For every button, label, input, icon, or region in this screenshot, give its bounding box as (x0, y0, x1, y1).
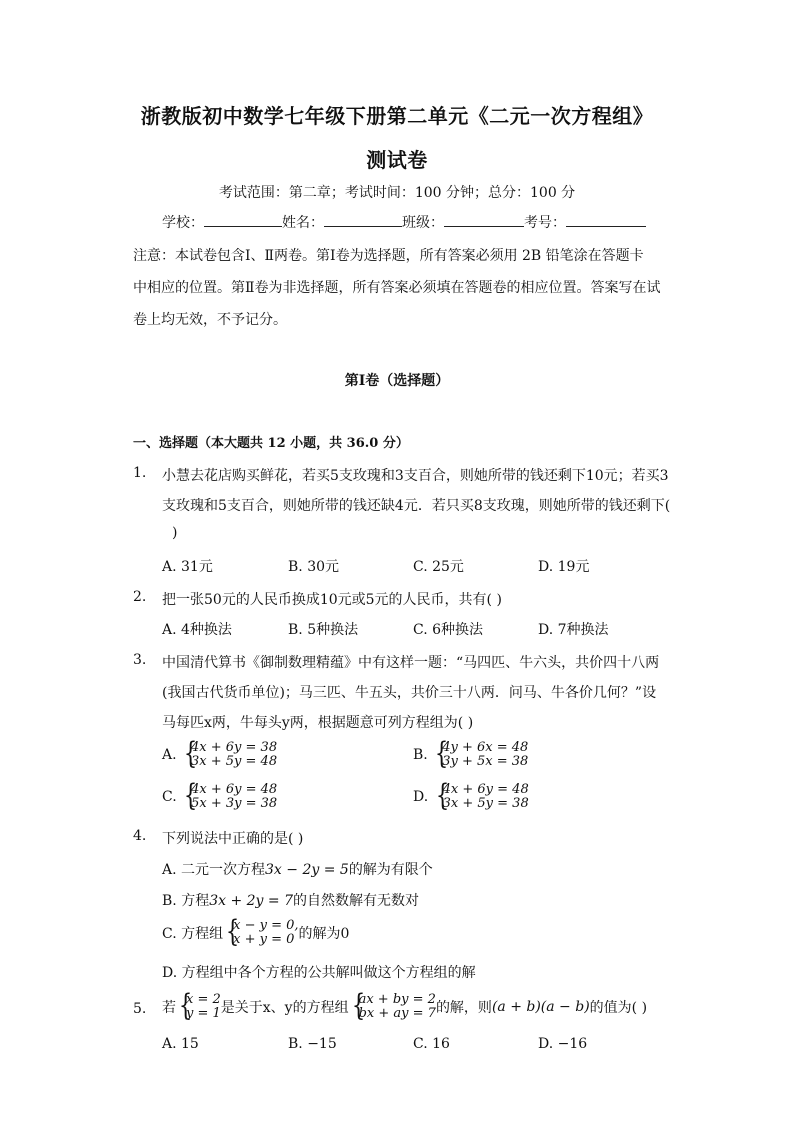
equation-system: { x − y = 0, x + y = 0 (225, 914, 299, 949)
question-text: 小慧去花店购买鲜花，若买5支玫瑰和3支百合，则她所带的钱还剩下10元；若买3 (162, 468, 669, 484)
option-a[interactable] (162, 859, 433, 879)
question-text: 支玫瑰和5支百合，则她所带的钱还缺4元．若只买8支玫瑰，则她所带的钱还剩下( (162, 498, 671, 514)
name-field[interactable] (324, 212, 402, 227)
option-b[interactable]: B. 5种换法 (288, 622, 359, 638)
option-c[interactable] (162, 778, 278, 813)
number-field[interactable] (566, 212, 646, 227)
school-label: 学校： (162, 215, 204, 231)
option-label: D. (413, 789, 429, 805)
equation-system: { 4x + 6y = 38 3x + 5y = 48 (183, 736, 278, 771)
option-c[interactable]: C. 6种换法 (413, 622, 484, 638)
question-text: 马每匹x两，牛每头y两，根据题意可列方程组为( ) (162, 715, 474, 731)
notice-line: 卷上均无效，不予记分。 (133, 312, 287, 328)
option-b[interactable]: B. −15 (288, 1036, 337, 1052)
option-tail: 的解为0 (298, 926, 350, 942)
question-number: 2. (133, 589, 147, 605)
option-b[interactable] (413, 736, 529, 771)
equation: 3x + 2y = 7 (209, 893, 293, 909)
equation-system: { 4x + 6y = 48 3x + 5y = 38 (435, 778, 529, 813)
part-title: 一、选择题（本大题共 12 小题，共 36.0 分） (133, 436, 409, 451)
volume-title: 第Ⅰ卷（选择题） (344, 373, 450, 389)
question-number: 5. (133, 1001, 147, 1017)
question-text: (我国古代货币单位)；马三匹、牛五头，共价三十八两．问马、牛各价几何？”设 (162, 685, 657, 701)
option-label: A. (162, 747, 177, 763)
option-b[interactable]: B. 30元 (288, 559, 340, 575)
option-label: B. (413, 747, 428, 763)
question-text: 若 { x = 2 y = 1 是关于x、y的方程组 { ax + by = 2 bx + ay = 7 的解，则(a + b)(a − b)的值为( ) (162, 988, 648, 1023)
question-number: 1. (133, 465, 147, 481)
class-label: 班级： (402, 215, 444, 231)
option-a[interactable]: A. 4种换法 (162, 622, 232, 638)
school-field[interactable] (204, 212, 282, 227)
option-d[interactable]: D. −16 (538, 1036, 588, 1052)
option-d[interactable]: D. 方程组中各个方程的公共解叫做这个方程组的解 (162, 965, 476, 981)
option-label: C. (162, 789, 177, 805)
option-c[interactable]: C. 25元 (413, 559, 464, 575)
student-info-row (162, 212, 646, 232)
option-c[interactable] (162, 914, 350, 949)
question-text: ) (172, 525, 178, 541)
question-text: 中国清代算书《御制数理精蕴》中有这样一题：“马四匹、牛六头，共价四十八两 (162, 655, 660, 671)
exam-subtitle: 测试卷 (366, 148, 428, 172)
question-text: 下列说法中正确的是( ) (162, 831, 304, 847)
notice-line: 注意：本试卷包含Ⅰ、Ⅱ两卷。第Ⅰ卷为选择题，所有答案必须用 2B 铅笔涂在答题卡 (133, 248, 644, 264)
class-field[interactable] (444, 212, 524, 227)
equation-system: { 4y + 6x = 48 3y + 5x = 38 (435, 736, 529, 771)
question-number: 4. (133, 828, 147, 844)
exam-title: 浙教版初中数学七年级下册第二单元《二元一次方程组》 (140, 104, 654, 128)
option-tail: 的自然数解有无数对 (293, 893, 419, 909)
exam-info: 考试范围：第二章；考试时间：100 分钟；总分：100 分 (218, 185, 576, 201)
name-label: 姓名： (282, 215, 324, 231)
option-label: C. 方程组 (162, 926, 224, 942)
option-b[interactable] (162, 890, 419, 910)
option-a[interactable]: A. 31元 (162, 559, 213, 575)
option-d[interactable]: D. 7种换法 (538, 622, 609, 638)
equation-system: { x = 2 y = 1 (178, 988, 221, 1023)
notice-line: 中相应的位置。第Ⅱ卷为非选择题，所有答案必须填在答题卷的相应位置。答案写在试 (133, 280, 661, 296)
option-label: A. 二元一次方程 (162, 862, 266, 878)
option-label: B. 方程 (162, 893, 210, 909)
equation-system: { ax + by = 2 bx + ay = 7 (351, 988, 436, 1023)
option-c[interactable]: C. 16 (413, 1036, 450, 1052)
number-label: 考号： (524, 215, 566, 231)
equation-system: { 4x + 6y = 48 5x + 3y = 38 (183, 778, 278, 813)
option-a[interactable] (162, 736, 278, 771)
question-number: 3. (133, 652, 147, 668)
option-a[interactable]: A. 15 (162, 1036, 199, 1052)
option-d[interactable]: D. 19元 (538, 559, 590, 575)
equation: 3x − 2y = 5 (265, 862, 349, 878)
option-tail: 的解为有限个 (348, 862, 433, 878)
question-text: 把一张50元的人民币换成10元或5元的人民币，共有( ) (162, 592, 502, 608)
option-d[interactable] (413, 778, 529, 813)
